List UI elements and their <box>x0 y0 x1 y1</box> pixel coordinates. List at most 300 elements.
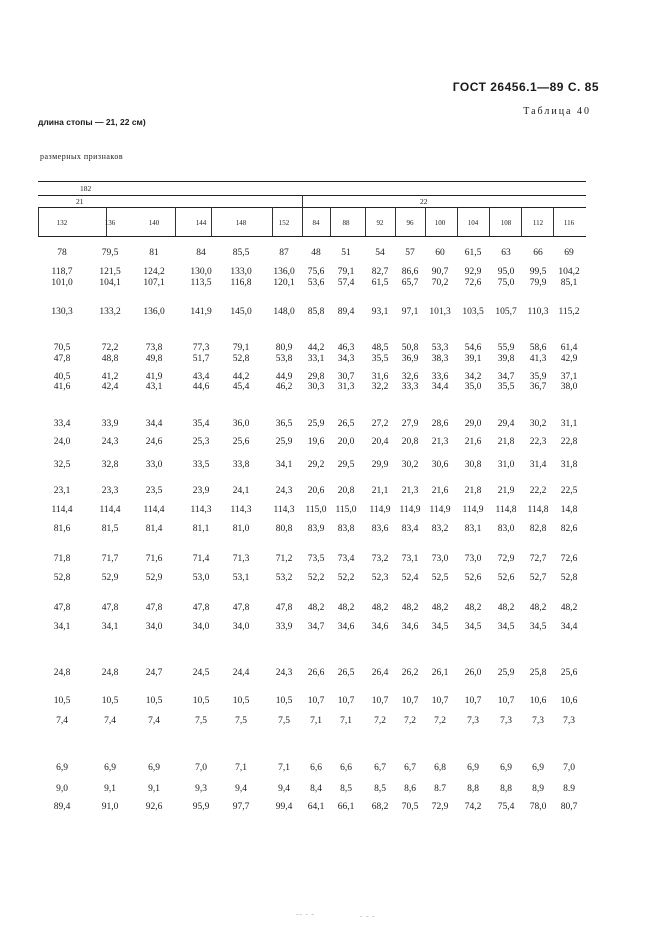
table-cell: 24,3 <box>275 486 293 496</box>
table-cell: 35,5 <box>371 354 389 364</box>
table-cell: 34,1 <box>53 622 71 632</box>
table-cell: 70,2 <box>431 278 449 288</box>
table-cell: 22,3 <box>529 437 547 447</box>
table-cell: 92,9 <box>464 267 482 277</box>
table-cell: 31,3 <box>337 382 355 392</box>
table-cell: 84 <box>196 248 206 258</box>
table-cell: 99,4 <box>275 802 293 812</box>
table-cell: 97,1 <box>401 307 419 317</box>
table-cell: 79,9 <box>529 278 547 288</box>
table-cell: 33,9 <box>101 419 119 429</box>
table-cell: 21,6 <box>431 486 449 496</box>
table-cell: 78 <box>57 248 67 258</box>
table-cell: 6,9 <box>104 763 116 773</box>
table-cell: 6,7 <box>404 763 416 773</box>
table-cell: 10,5 <box>53 696 71 706</box>
table-cell: 133,2 <box>99 307 121 317</box>
table-cell: 10,5 <box>275 696 293 706</box>
column-header: 152 <box>278 219 290 227</box>
table-cell: 22,5 <box>560 486 578 496</box>
table-cell: 31,4 <box>529 460 547 470</box>
table-cell: 83,2 <box>431 524 449 534</box>
table-cell: 101,3 <box>429 307 451 317</box>
table-cell: 33,0 <box>145 460 163 470</box>
table-cell: 47,8 <box>145 603 163 613</box>
table-cell: 25,3 <box>192 437 210 447</box>
table-cell: 114,4 <box>99 505 121 515</box>
table-cell: 52,8 <box>560 573 578 583</box>
table-cell: 114,9 <box>462 505 484 515</box>
table-cell: 81,5 <box>101 524 119 534</box>
table-cell: 48,2 <box>497 603 515 613</box>
table-cell: 7,1 <box>310 716 322 726</box>
table-cell: 35,4 <box>192 419 210 429</box>
table-cell: 48,2 <box>560 603 578 613</box>
table-cell: 61,5 <box>464 248 482 258</box>
table-cell: 8,9 <box>532 784 544 794</box>
table-cell: 148,0 <box>273 307 295 317</box>
table-cell: 114,3 <box>190 505 212 515</box>
table-cell: 6,9 <box>532 763 544 773</box>
table-cell: 29,9 <box>371 460 389 470</box>
table-cell: 8,5 <box>340 784 352 794</box>
table-cell: 51 <box>341 248 351 258</box>
table-cell: 34,7 <box>307 622 325 632</box>
table-cell: 10,7 <box>431 696 449 706</box>
table-cell: 8,8 <box>500 784 512 794</box>
table-cell: 6,8 <box>434 763 446 773</box>
table-cell: 79,1 <box>337 267 355 277</box>
table-cell: 28,6 <box>431 419 449 429</box>
table-cell: 34,7 <box>497 372 515 382</box>
group-22: 22 <box>420 197 428 206</box>
table-cell: 46,3 <box>337 343 355 353</box>
table-cell: 43,1 <box>145 382 163 392</box>
footer-mark: - - - <box>360 912 376 920</box>
table-cell: 9,3 <box>195 784 207 794</box>
table-cell: 77,3 <box>192 343 210 353</box>
table-cell: 101,0 <box>51 278 73 288</box>
table-cell: 72,7 <box>529 554 547 564</box>
table-cell: 48,2 <box>337 603 355 613</box>
table-cell: 7,3 <box>500 716 512 726</box>
table-cell: 7,1 <box>235 763 247 773</box>
table-cell: 9,1 <box>148 784 160 794</box>
table-cell: 9,4 <box>235 784 247 794</box>
table-cell: 32,2 <box>371 382 389 392</box>
table-cell: 114,4 <box>51 505 73 515</box>
table-cell: 44,2 <box>307 343 325 353</box>
table-cell: 24,5 <box>192 668 210 678</box>
table-cell: 34,0 <box>192 622 210 632</box>
column-header: 104 <box>467 219 479 227</box>
column-header: 148 <box>235 219 247 227</box>
table-cell: 31,6 <box>371 372 389 382</box>
table-cell: 61,5 <box>371 278 389 288</box>
table-cell: 72,9 <box>497 554 515 564</box>
table-cell: 41,2 <box>101 372 119 382</box>
table-cell: 85,1 <box>560 278 578 288</box>
table-cell: 10,7 <box>307 696 325 706</box>
table-cell: 52,3 <box>371 573 389 583</box>
table-cell: 36,0 <box>232 419 250 429</box>
table-cell: 104,1 <box>99 278 121 288</box>
table-cell: 25,9 <box>497 668 515 678</box>
table-cell: 114,4 <box>143 505 165 515</box>
table-cell: 24,3 <box>275 668 293 678</box>
table-cell: 73,1 <box>401 554 419 564</box>
table-cell: 73,5 <box>307 554 325 564</box>
table-cell: 83,0 <box>497 524 515 534</box>
table-cell: 72,6 <box>560 554 578 564</box>
table-cell: 9,4 <box>278 784 290 794</box>
table-cell: 31,0 <box>497 460 515 470</box>
table-cell: 7,0 <box>563 763 575 773</box>
table-cell: 72,6 <box>464 278 482 288</box>
table-cell: 25,9 <box>307 419 325 429</box>
table-cell: 33,1 <box>307 354 325 364</box>
table-cell: 48,2 <box>464 603 482 613</box>
table-cell: 34,5 <box>431 622 449 632</box>
table-cell: 30,8 <box>464 460 482 470</box>
table-cell: 29,0 <box>464 419 482 429</box>
table-cell: 34,6 <box>337 622 355 632</box>
table-cell: 25,8 <box>529 668 547 678</box>
table-cell: 34,1 <box>275 460 293 470</box>
table-cell: 24,0 <box>53 437 71 447</box>
table-cell: 48,8 <box>101 354 119 364</box>
table-cell: 40,5 <box>53 372 71 382</box>
table-cell: 47,8 <box>101 603 119 613</box>
group-182: 182 <box>80 184 92 193</box>
table-cell: 8,4 <box>310 784 322 794</box>
table-cell: 20,8 <box>337 486 355 496</box>
table-cell: 35,5 <box>497 382 515 392</box>
table-cell: 7,4 <box>148 716 160 726</box>
table-cell: 31,8 <box>560 460 578 470</box>
table-cell: 36,5 <box>275 419 293 429</box>
table-cell: 39,1 <box>464 354 482 364</box>
table-cell: 23,5 <box>145 486 163 496</box>
table-cell: 32,6 <box>401 372 419 382</box>
table-cell: 72,9 <box>431 802 449 812</box>
table-cell: 9,1 <box>104 784 116 794</box>
table-cell: 25,6 <box>232 437 250 447</box>
table-cell: 81,1 <box>192 524 210 534</box>
table-cell: 73,0 <box>431 554 449 564</box>
table-cell: 24,3 <box>101 437 119 447</box>
table-cell: 141,9 <box>190 307 212 317</box>
table-cell: 145,0 <box>230 307 252 317</box>
table-cell: 34,4 <box>145 419 163 429</box>
table-cell: 21,3 <box>431 437 449 447</box>
table-cell: 29,2 <box>307 460 325 470</box>
table-cell: 36,9 <box>401 354 419 364</box>
table-cell: 114,3 <box>230 505 252 515</box>
table-cell: 24,8 <box>101 668 119 678</box>
table-cell: 10,7 <box>337 696 355 706</box>
table-cell: 34,4 <box>431 382 449 392</box>
table-cell: 103,5 <box>462 307 484 317</box>
table-cell: 35,9 <box>529 372 547 382</box>
table-cell: 27,9 <box>401 419 419 429</box>
table-cell: 24,8 <box>53 668 71 678</box>
table-cell: 74,2 <box>464 802 482 812</box>
table-cell: 44,2 <box>232 372 250 382</box>
table-cell: 6,9 <box>56 763 68 773</box>
table-cell: 10,6 <box>529 696 547 706</box>
table-cell: 80,9 <box>275 343 293 353</box>
table-cell: 10,5 <box>101 696 119 706</box>
table-cell: 85,8 <box>307 307 325 317</box>
table-cell: 78,0 <box>529 802 547 812</box>
table-cell: 34,3 <box>337 354 355 364</box>
table-cell: 48,2 <box>401 603 419 613</box>
table-cell: 115,0 <box>335 505 357 515</box>
table-cell: 71,2 <box>275 554 293 564</box>
table-cell: 26,5 <box>337 668 355 678</box>
table-cell: 114,8 <box>527 505 549 515</box>
table-cell: 81,6 <box>53 524 71 534</box>
table-cell: 53,6 <box>307 278 325 288</box>
table-cell: 47,8 <box>53 354 71 364</box>
table-cell: 29,5 <box>337 460 355 470</box>
table-cell: 33,8 <box>232 460 250 470</box>
table-cell: 52,6 <box>464 573 482 583</box>
table-cell: 73,8 <box>145 343 163 353</box>
table-cell: 34,6 <box>401 622 419 632</box>
table-cell: 52,9 <box>145 573 163 583</box>
table-cell: 26,5 <box>337 419 355 429</box>
table-cell: 34,1 <box>101 622 119 632</box>
table-cell: 21,8 <box>464 486 482 496</box>
table-cell: 26,4 <box>371 668 389 678</box>
table-cell: 61,4 <box>560 343 578 353</box>
table-cell: 8,6 <box>404 784 416 794</box>
table-cell: 47,8 <box>232 603 250 613</box>
table-cell: 8.9 <box>563 784 575 794</box>
table-cell: 7,2 <box>404 716 416 726</box>
table-cell: 115,2 <box>558 307 580 317</box>
table-cell: 118,7 <box>51 267 73 277</box>
table-cell: 81 <box>149 248 159 258</box>
table-cell: 54,6 <box>464 343 482 353</box>
table-cell: 53,3 <box>431 343 449 353</box>
table-cell: 82,7 <box>371 267 389 277</box>
table-cell: 21,9 <box>497 486 515 496</box>
table-cell: 82,8 <box>529 524 547 534</box>
table-cell: 22,8 <box>560 437 578 447</box>
table-cell: 24,4 <box>232 668 250 678</box>
table-cell: 34,5 <box>529 622 547 632</box>
table-cell: 83,6 <box>371 524 389 534</box>
table-cell: 53,1 <box>232 573 250 583</box>
table-cell: 34,4 <box>560 622 578 632</box>
table-cell: 48,5 <box>371 343 389 353</box>
table-cell: 38,0 <box>560 382 578 392</box>
table-cell: 48,2 <box>431 603 449 613</box>
table-cell: 99,5 <box>529 267 547 277</box>
table-cell: 7,0 <box>195 763 207 773</box>
column-header: 140 <box>148 219 160 227</box>
table-subtitle: длина стопы — 21, 22 см) <box>38 117 146 127</box>
table-cell: 41,9 <box>145 372 163 382</box>
table-cell: 71,6 <box>145 554 163 564</box>
table-cell: 80,8 <box>275 524 293 534</box>
table-cell: 20,4 <box>371 437 389 447</box>
table-cell: 114,8 <box>495 505 517 515</box>
table-cell: 24,6 <box>145 437 163 447</box>
table-cell: 124,2 <box>143 267 165 277</box>
table-cell: 71,7 <box>101 554 119 564</box>
table-cell: 39,8 <box>497 354 515 364</box>
table-cell: 70,5 <box>401 802 419 812</box>
table-cell: 66 <box>533 248 543 258</box>
table-cell: 29,8 <box>307 372 325 382</box>
column-header: 136 <box>104 219 116 227</box>
table-cell: 68,2 <box>371 802 389 812</box>
table-cell: 48,2 <box>371 603 389 613</box>
table-cell: 7,2 <box>374 716 386 726</box>
table-cell: 27,2 <box>371 419 389 429</box>
table-cell: 48,2 <box>307 603 325 613</box>
table-cell: 23,3 <box>101 486 119 496</box>
table-cell: 22,2 <box>529 486 547 496</box>
column-header: 88 <box>342 219 350 227</box>
table-cell: 105,7 <box>495 307 517 317</box>
table-cell: 6,6 <box>340 763 352 773</box>
table-cell: 114,9 <box>369 505 391 515</box>
table-cell: 29,4 <box>497 419 515 429</box>
table-cell: 42,9 <box>560 354 578 364</box>
table-cell: 7,2 <box>434 716 446 726</box>
table-cell: 79,1 <box>232 343 250 353</box>
table-cell: 57 <box>405 248 415 258</box>
table-cell: 50,8 <box>401 343 419 353</box>
table-cell: 34,2 <box>464 372 482 382</box>
table-cell: 73,2 <box>371 554 389 564</box>
table-cell: 81,4 <box>145 524 163 534</box>
table-cell: 23,9 <box>192 486 210 496</box>
table-cell: 58,6 <box>529 343 547 353</box>
table-cell: 55,9 <box>497 343 515 353</box>
table-cell: 26,6 <box>307 668 325 678</box>
table-cell: 49,8 <box>145 354 163 364</box>
table-cell: 32,5 <box>53 460 71 470</box>
table-cell: 30,2 <box>401 460 419 470</box>
table-cell: 66,1 <box>337 802 355 812</box>
column-header: 108 <box>500 219 512 227</box>
table-cell: 80,7 <box>560 802 578 812</box>
table-cell: 26,1 <box>431 668 449 678</box>
table-cell: 24,7 <box>145 668 163 678</box>
table-cell: 38,3 <box>431 354 449 364</box>
table-cell: 73,0 <box>464 554 482 564</box>
table-cell: 10,5 <box>145 696 163 706</box>
table-cell: 8,5 <box>374 784 386 794</box>
table-cell: 33,9 <box>275 622 293 632</box>
table-cell: 33,4 <box>53 419 71 429</box>
column-header: 116 <box>563 219 575 227</box>
table-cell: 107,1 <box>143 278 165 288</box>
table-cell: 91,0 <box>101 802 119 812</box>
table-cell: 136,0 <box>273 267 295 277</box>
table-cell: 8,8 <box>467 784 479 794</box>
table-cell: 93,1 <box>371 307 389 317</box>
table-cell: 52,5 <box>431 573 449 583</box>
table-cell: 95,9 <box>192 802 210 812</box>
table-cell: 20,8 <box>401 437 419 447</box>
table-cell: 116,8 <box>230 278 252 288</box>
table-cell: 71,4 <box>192 554 210 564</box>
group-21: 21 <box>76 197 84 206</box>
table-cell: 33,6 <box>431 372 449 382</box>
table-cell: 33,5 <box>192 460 210 470</box>
table-cell: 7,5 <box>235 716 247 726</box>
table-cell: 44,6 <box>192 382 210 392</box>
table-cell: 45,4 <box>232 382 250 392</box>
table-cell: 7,4 <box>56 716 68 726</box>
table-cell: 41,6 <box>53 382 71 392</box>
table-cell: 34,0 <box>232 622 250 632</box>
table-cell: 83,1 <box>464 524 482 534</box>
table-cell: 20,0 <box>337 437 355 447</box>
table-cell: 75,4 <box>497 802 515 812</box>
table-cell: 81,0 <box>232 524 250 534</box>
table-cell: 33,3 <box>401 382 419 392</box>
table-cell: 21,6 <box>464 437 482 447</box>
table-cell: 10,5 <box>232 696 250 706</box>
table-cell: 7,1 <box>278 763 290 773</box>
table-cell: 21,3 <box>401 486 419 496</box>
table-cell: 83,4 <box>401 524 419 534</box>
column-header: 96 <box>406 219 414 227</box>
table-cell: 52,4 <box>401 573 419 583</box>
table-cell: 10,7 <box>401 696 419 706</box>
table-cell: 89,4 <box>337 307 355 317</box>
table-cell: 79,5 <box>101 248 119 258</box>
table-cell: 57,4 <box>337 278 355 288</box>
column-header: 112 <box>532 219 544 227</box>
table-cell: 25,9 <box>275 437 293 447</box>
table-cell: 9,0 <box>56 784 68 794</box>
table-cell: 6,9 <box>148 763 160 773</box>
table-cell: 42,4 <box>101 382 119 392</box>
table-cell: 30,6 <box>431 460 449 470</box>
table-cell: 85,5 <box>232 248 250 258</box>
table-cell: 7,4 <box>104 716 116 726</box>
table-cell: 63 <box>501 248 511 258</box>
table-cell: 7,3 <box>563 716 575 726</box>
table-cell: 95,0 <box>497 267 515 277</box>
table-cell: 32,8 <box>101 460 119 470</box>
table-cell: 83,9 <box>307 524 325 534</box>
table-cell: 26,0 <box>464 668 482 678</box>
table-cell: 52,2 <box>337 573 355 583</box>
table-cell: 51,7 <box>192 354 210 364</box>
column-header: 84 <box>312 219 320 227</box>
table-cell: 25,6 <box>560 668 578 678</box>
table-cell: 104,2 <box>558 267 580 277</box>
table-cell: 7,3 <box>532 716 544 726</box>
table-cell: 7,3 <box>467 716 479 726</box>
table-cell: 6,9 <box>500 763 512 773</box>
footer-mark: -- - - <box>296 910 315 918</box>
table-cell: 30,7 <box>337 372 355 382</box>
table-cell: 121,5 <box>99 267 121 277</box>
table-cell: 34,5 <box>464 622 482 632</box>
table-cell: 6,7 <box>374 763 386 773</box>
